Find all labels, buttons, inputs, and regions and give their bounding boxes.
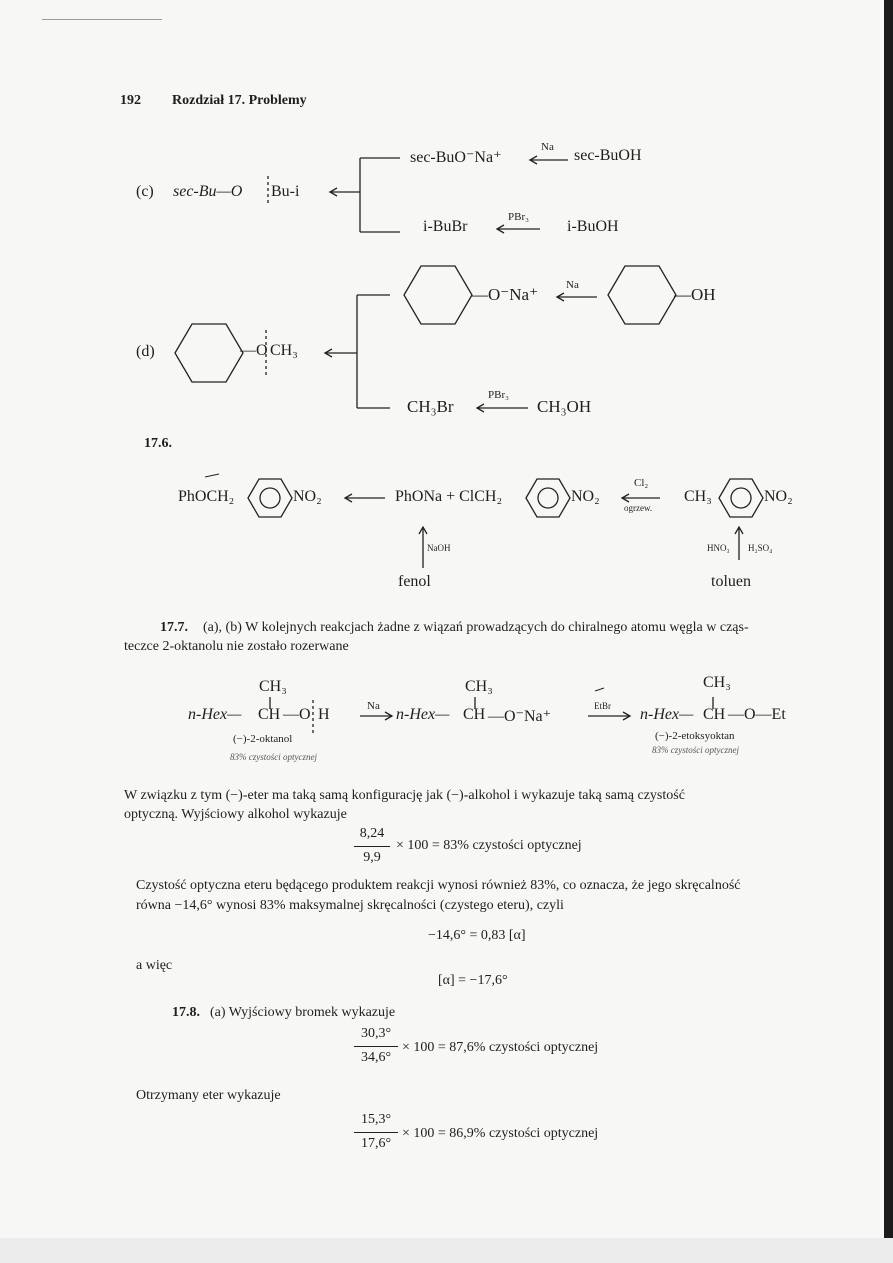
m2-hex: n-Hex— xyxy=(396,706,450,723)
product-17-6-suffix: NO₂ xyxy=(293,488,322,505)
m3-name: (−)-2-etoksyoktan xyxy=(655,730,735,742)
frac2-bar xyxy=(354,1046,398,1047)
para2-line2: równa −14,6° wynosi 83% maksymalnej skręcalności (czystego eteru), czyli xyxy=(136,898,564,913)
para1-line2: optyczną. Wyjściowy alkohol wykazuje xyxy=(124,807,347,822)
c-bottom-product: i-BuBr xyxy=(423,218,468,235)
m1-name: (−)-2-oktanol xyxy=(233,733,293,745)
page-number: 192 xyxy=(120,93,141,108)
frac3-bar xyxy=(354,1132,398,1133)
product-17-6-prefix: PhOCH₂ xyxy=(178,488,235,505)
frac2-numerator: 30,3° xyxy=(360,1026,392,1041)
frac2-result: × 100 = 87,6% czystości optycznej xyxy=(402,1040,599,1055)
reagent-h2so4: H₂SO₄ xyxy=(748,543,773,553)
m3-ch: CH xyxy=(703,706,726,723)
d-bottom-product: CH₃Br xyxy=(407,397,454,416)
c-bottom-start: i-BuOH xyxy=(567,218,619,235)
m1-ch3: CH₃ xyxy=(259,678,287,695)
m3-tail: —O—Et xyxy=(728,706,786,723)
equation-alpha-result: [α] = −17,6° xyxy=(438,973,508,988)
label-fenol: fenol xyxy=(398,573,431,590)
ether-c-left: sec-Bu—O xyxy=(173,183,243,200)
toluene-suffix: NO₂ xyxy=(764,488,793,505)
c-top-start: sec-BuOH xyxy=(574,147,642,164)
para1-line1: W związku z tym (−)-eter ma taką samą konfigurację jak (−)-alkohol i wykazuje taką samą czystość xyxy=(124,788,685,803)
d-bottom-start: CH₃OH xyxy=(537,397,592,416)
frac1-result: × 100 = 83% czystości optycznej xyxy=(396,838,582,853)
a-wiec: a więc xyxy=(136,958,173,973)
m3-ch3: CH₃ xyxy=(703,674,731,691)
cyclohexane-ring-d-top xyxy=(404,266,472,324)
m1-h: H xyxy=(318,706,330,723)
label-toluen: toluen xyxy=(711,573,751,590)
d-top-reagent: Na xyxy=(566,279,579,291)
frac1-denominator: 9,9 xyxy=(363,850,381,865)
c-top-reagent: Na xyxy=(541,141,554,153)
problem-17-7-number: 17.7. xyxy=(160,620,188,635)
m3-purity: 83% czystości optycznej xyxy=(652,745,739,755)
m1-purity: 83% czystości optycznej xyxy=(230,752,317,762)
reagent-hno3: HNO₃ xyxy=(707,543,730,553)
m1-hex: n-Hex— xyxy=(188,706,242,723)
problem-17-6-number: 17.6. xyxy=(144,436,172,451)
ether-d-o: —O xyxy=(240,342,268,359)
middle-17-6-suffix: NO₂ xyxy=(571,488,600,505)
label-c: (c) xyxy=(136,183,154,200)
label-d: (d) xyxy=(136,343,155,360)
otrzymany-eter: Otrzymany eter wykazuje xyxy=(136,1088,281,1103)
cyclohexane-ring-d-right xyxy=(608,266,676,324)
frac3-result: × 100 = 86,9% czystości optycznej xyxy=(402,1126,599,1141)
m2-ch: CH xyxy=(463,706,486,723)
frac2-denominator: 34,6° xyxy=(360,1050,392,1065)
benzene-ring-middle xyxy=(526,479,570,517)
frac3-numerator: 15,3° xyxy=(360,1112,392,1127)
d-top-product: —O⁻Na⁺ xyxy=(471,285,539,304)
frac3-denominator: 17,6° xyxy=(360,1136,392,1151)
benzene-ring-toluene xyxy=(719,479,763,517)
problem-17-8-number: 17.8. xyxy=(172,1005,200,1020)
problem-17-7-intro-1: (a), (b) W kolejnych reakcjach żadne z wiązań prowadzących do chiralnego atomu węgla w cząs- xyxy=(203,620,749,635)
problem-17-8-intro: (a) Wyjściowy bromek wykazuje xyxy=(210,1005,396,1020)
equation-alpha: −14,6° = 0,83 [α] xyxy=(428,928,526,943)
chapter-title: Rozdział 17. Problemy xyxy=(172,93,307,108)
m3-hex: n-Hex— xyxy=(640,706,694,723)
reagent-ogrzew: ogrzew. xyxy=(624,503,653,513)
problem-17-7-intro-2: teczce 2-oktanolu nie zostało rozerwane xyxy=(124,639,349,654)
c-bottom-reagent: PBr₃ xyxy=(508,211,529,223)
arrow1-reagent: Na xyxy=(367,700,380,712)
para2-line1: Czystość optyczna eteru będącego produktem reakcji wynosi również 83%, co oznacza, że jego skręcalność xyxy=(136,878,741,893)
benzene-ring-product xyxy=(248,479,292,517)
toluene-prefix: CH₃ xyxy=(684,488,712,505)
d-bottom-reagent: PBr₃ xyxy=(488,389,509,401)
reagent-naoh: NaOH xyxy=(427,543,451,553)
phona-clch2: PhONa + ClCH₂ xyxy=(395,488,503,505)
ether-d-ch3: CH₃ xyxy=(270,342,298,359)
frac1-bar xyxy=(354,846,390,847)
d-top-start: —OH xyxy=(674,285,716,304)
m1-ch: CH xyxy=(258,706,281,723)
c-top-product: sec-BuO⁻Na⁺ xyxy=(410,149,502,166)
cyclohexane-ring-d-left xyxy=(175,324,243,382)
m2-ch3: CH₃ xyxy=(465,678,493,695)
reagent-cl2: Cl₂ xyxy=(634,477,649,489)
ether-c-right: Bu-i xyxy=(271,183,300,200)
arrow2-reagent: EtBr xyxy=(594,701,611,711)
m1-o: —O xyxy=(283,706,311,723)
frac1-numerator: 8,24 xyxy=(359,826,385,841)
m2-tail: —O⁻Na⁺ xyxy=(488,708,552,725)
